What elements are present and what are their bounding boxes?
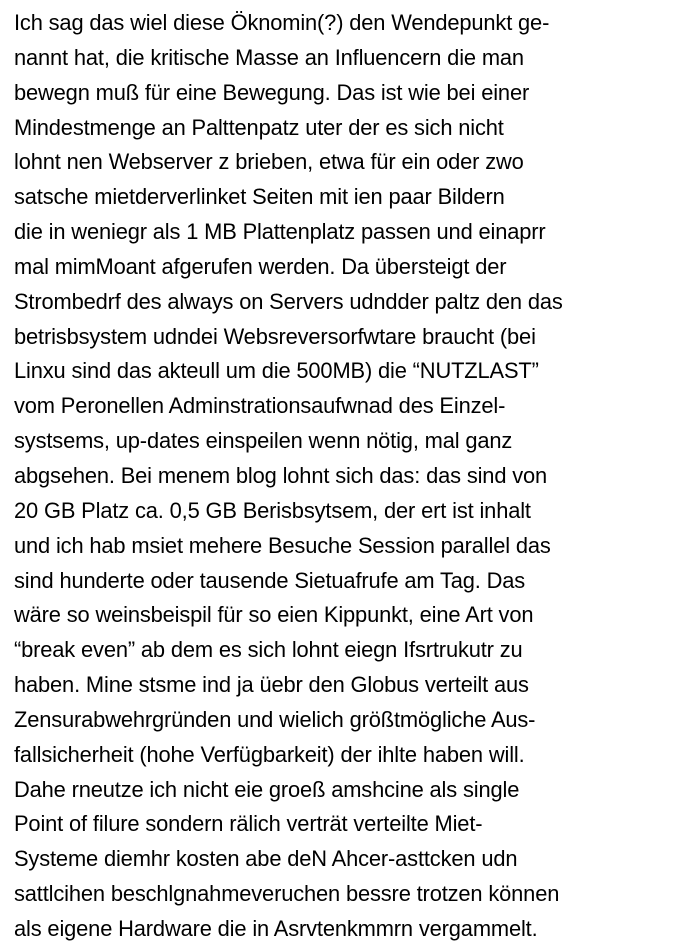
text-line: lohnt nen Webserver z brieben, etwa für ein oder zwo bbox=[14, 149, 524, 175]
text-line: Linxu sind das akteull um die 500MB) die “NUTZLAST” bbox=[14, 358, 539, 384]
text-line: Strombedrf des always on Servers udndder paltz den das bbox=[14, 288, 563, 314]
text-line: haben. Mine stsme ind ja üebr den Globus verteilt aus bbox=[14, 672, 529, 698]
text-line: als eigene Hardware die in Asrvtenkmmrn vergammelt. bbox=[14, 915, 538, 941]
text-line: Zensurabwehrgründen und wielich größtmögliche Aus- bbox=[14, 706, 536, 732]
text-line: abgsehen. Bei menem blog lohnt sich das: das sind von bbox=[14, 462, 548, 488]
text-line: Ich sag das wiel diese Öknomin(?) den Wendepunkt ge- bbox=[14, 10, 550, 35]
text-line: wäre so weinsbeispil für so eien Kippunkt, eine Art von bbox=[14, 602, 534, 628]
text-line: und ich hab msiet mehere Besuche Session parallel das bbox=[14, 532, 551, 558]
text-line: fallsicherheit (hohe Verfügbarkeit) der ihlte haben will. bbox=[14, 741, 525, 767]
text-line: vom Peronellen Adminstrationsaufwnad des Einzel- bbox=[14, 393, 506, 419]
text-line: die in weniegr als 1 MB Plattenplatz passen und einaprr bbox=[14, 219, 546, 245]
text-line: betrisbsystem udndei Websreversorfwtare braucht (bei bbox=[14, 323, 536, 349]
text-line: systsems, up-dates einspeilen wenn nötig, mal ganz bbox=[14, 428, 513, 454]
text-line: bewegn muß für eine Bewegung. Das ist wie bei einer bbox=[14, 79, 530, 105]
text-line: nannt hat, die kritische Masse an Influencern die man bbox=[14, 44, 524, 70]
text-line: satsche mietderverlinket Seiten mit ien paar Bildern bbox=[14, 184, 505, 210]
text-line: Dahe rneutze ich nicht eie groeß amshcine als single bbox=[14, 776, 520, 802]
text-line: mal mimMoant afgerufen werden. Da übersteigt der bbox=[14, 253, 507, 279]
body-paragraph bbox=[14, 6, 682, 947]
text-line: Point of filure sondern rälich verträt verteilte Miet- bbox=[14, 811, 483, 837]
text-line: “break even” ab dem es sich lohnt eiegn Ifsrtrukutr zu bbox=[14, 637, 523, 663]
text-line: sattlcihen beschlgnahmeveruchen bessre trotzen können bbox=[14, 881, 560, 907]
text-line: Mindestmenge an Palttenpatz uter der es sich nicht bbox=[14, 114, 504, 140]
text-line: 20 GB Platz ca. 0,5 GB Berisbsytsem, der ert ist inhalt bbox=[14, 497, 531, 523]
text-line: sind hunderte oder tausende Sietuafrufe am Tag. Das bbox=[14, 567, 526, 593]
text-line: Systeme diemhr kosten abe deN Ahcer-asttcken udn bbox=[14, 846, 518, 872]
